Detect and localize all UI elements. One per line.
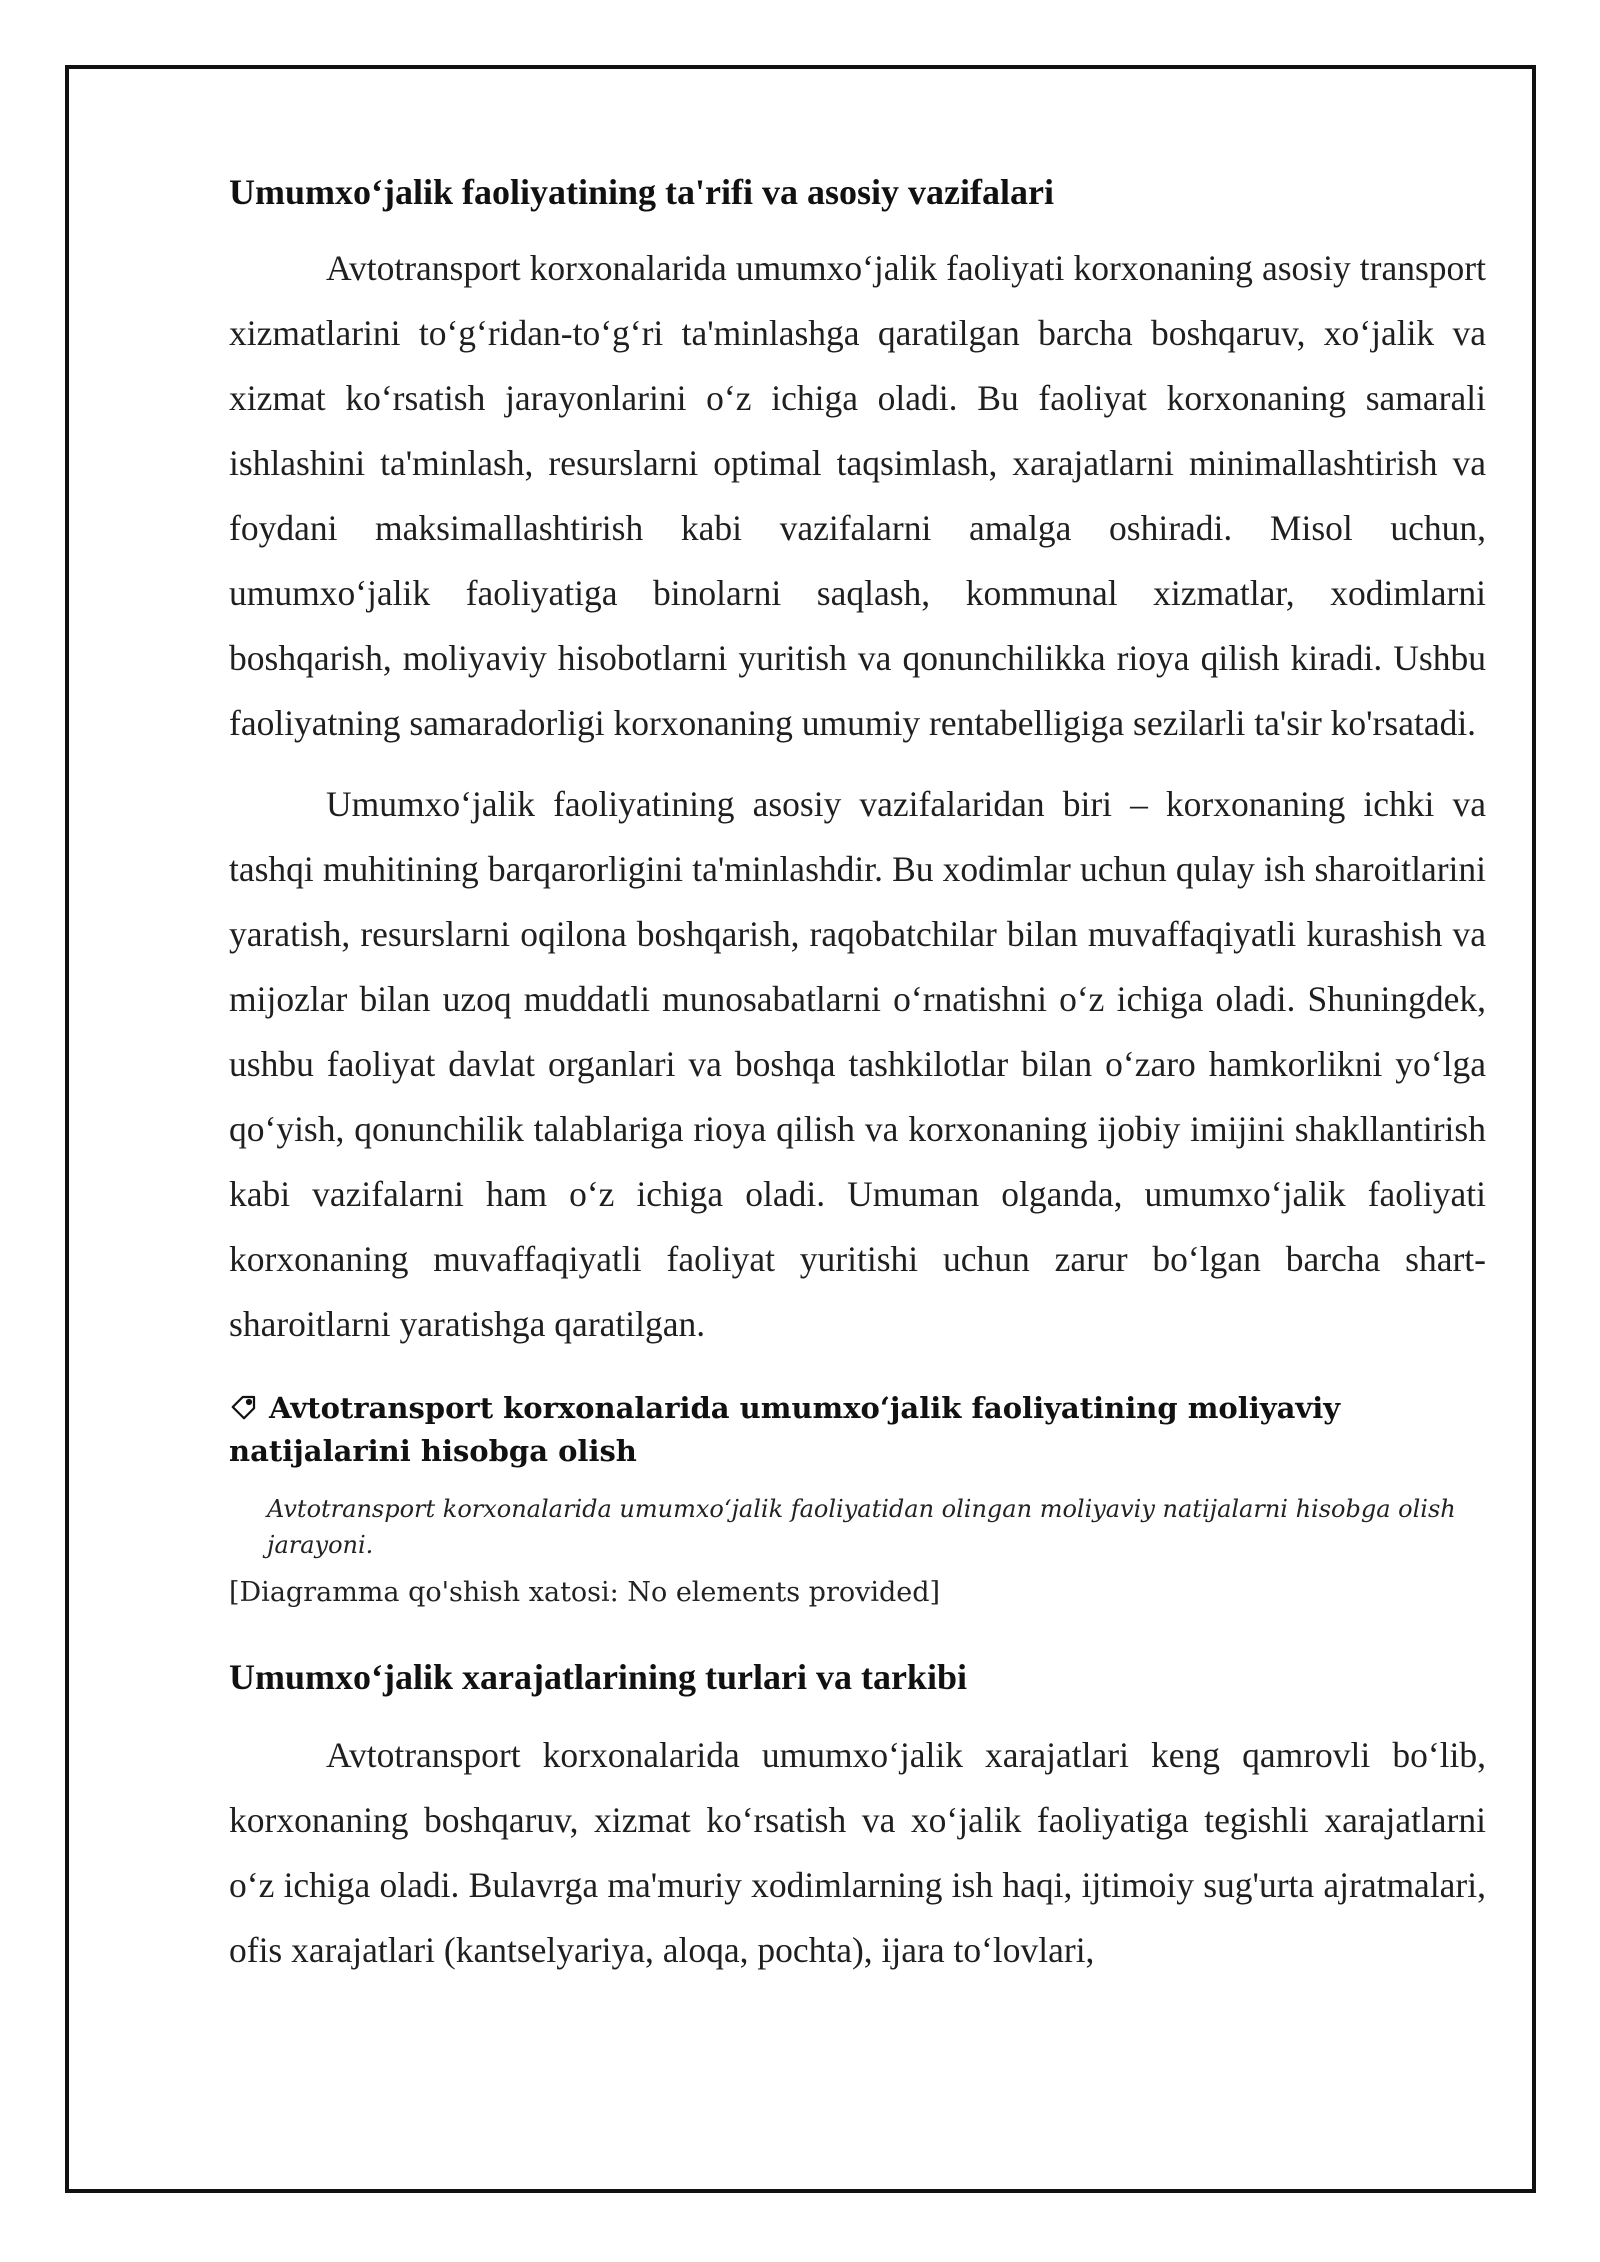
- paragraph: Avtotransport korxonalarida umumxo‘jalik faoliyati korxonaning asosiy transport xizmatlarini to‘g‘ridan-to‘g‘ri ta'minlashga qaratilgan barcha boshqaruv, xo‘jalik va xizmat ko‘rsatish jarayonlarini o‘z ichiga oladi. Bu faoliyat korxonaning samarali ishlashini ta'minlash, resurslarni optimal taqsimlash, xarajatlarni minimallashtirish va foydani maksimallashtirish kabi vazifalarni amalga oshiradi. Misol uchun, umumxo‘jalik faoliyatiga binolarni saqlash, kommunal xizmatlar, xodimlarni boshqarish, moliyaviy hisobotlarni yuritish va qonunchilikka rioya qilish kiradi. Ushbu faoliyatning samaradorligi korxonaning umumiy rentabelligiga sezilarli ta'sir ko'rsatadi.: [229, 248, 1486, 743]
- diagram-block: [229, 1387, 1486, 1613]
- section-heading: Umumxo‘jalik faoliyatining ta'rifi va asosiy vazifalari: [229, 172, 1054, 212]
- diagram-caption: Avtotransport korxonalarida umumxo‘jalik faoliyatidan olingan moliyaviy natijalarni hisobga olish jarayoni.: [267, 1495, 1456, 1559]
- document-body: [229, 170, 1486, 1983]
- diagram-error-message: [Diagramma qo'shish xatosi: No elements provided]: [229, 1577, 941, 1608]
- diagram-title: [229, 1387, 1486, 1473]
- section-heading: Umumxo‘jalik xarajatlarining turlari va tarkibi: [229, 1657, 967, 1697]
- paragraph: Avtotransport korxonalarida umumxo‘jalik xarajatlari keng qamrovli bo‘lib, korxonaning boshqaruv, xizmat ko‘rsatish va xo‘jalik faoliyatiga tegishli xarajatlarni o‘z ichiga oladi. Bulavrga ma'muriy xodimlarning ish haqi, ijtimoiy sug'urta ajratmalari, ofis xarajatlari (kantselyariya, aloqa, pochta), ijara to‘lovlari,: [229, 1735, 1486, 1970]
- diagram-title-text: Avtotransport korxonalarida umumxo‘jalik faoliyatining moliyaviy natijalarini hisobga olish: [229, 1391, 1341, 1468]
- paragraph: Umumxo‘jalik faoliyatining asosiy vazifalaridan biri – korxonaning ichki va tashqi muhitining barqarorligini ta'minlashdir. Bu xodimlar uchun qulay ish sharoitlarini yaratish, resurslarni oqilona boshqarish, raqobatchilar bilan muvaffaqiyatli kurashish va mijozlar bilan uzoq muddatli munosabatlarni o‘rnatishni o‘z ichiga oladi. Shuningdek, ushbu faoliyat davlat organlari va boshqa tashkilotlar bilan o‘zaro hamkorlikni yo‘lga qo‘yish, qonunchilik talablariga rioya qilish va korxonaning ijobiy imijini shakllantirish kabi vazifalarni ham o‘z ichiga oladi. Umuman olganda, umumxo‘jalik faoliyati korxonaning muvaffaqiyatli faoliyat yuritishi uchun zarur bo‘lgan barcha shart-sharoitlarni yaratishga qaratilgan.: [229, 784, 1486, 1344]
- tag-icon: [229, 1392, 259, 1422]
